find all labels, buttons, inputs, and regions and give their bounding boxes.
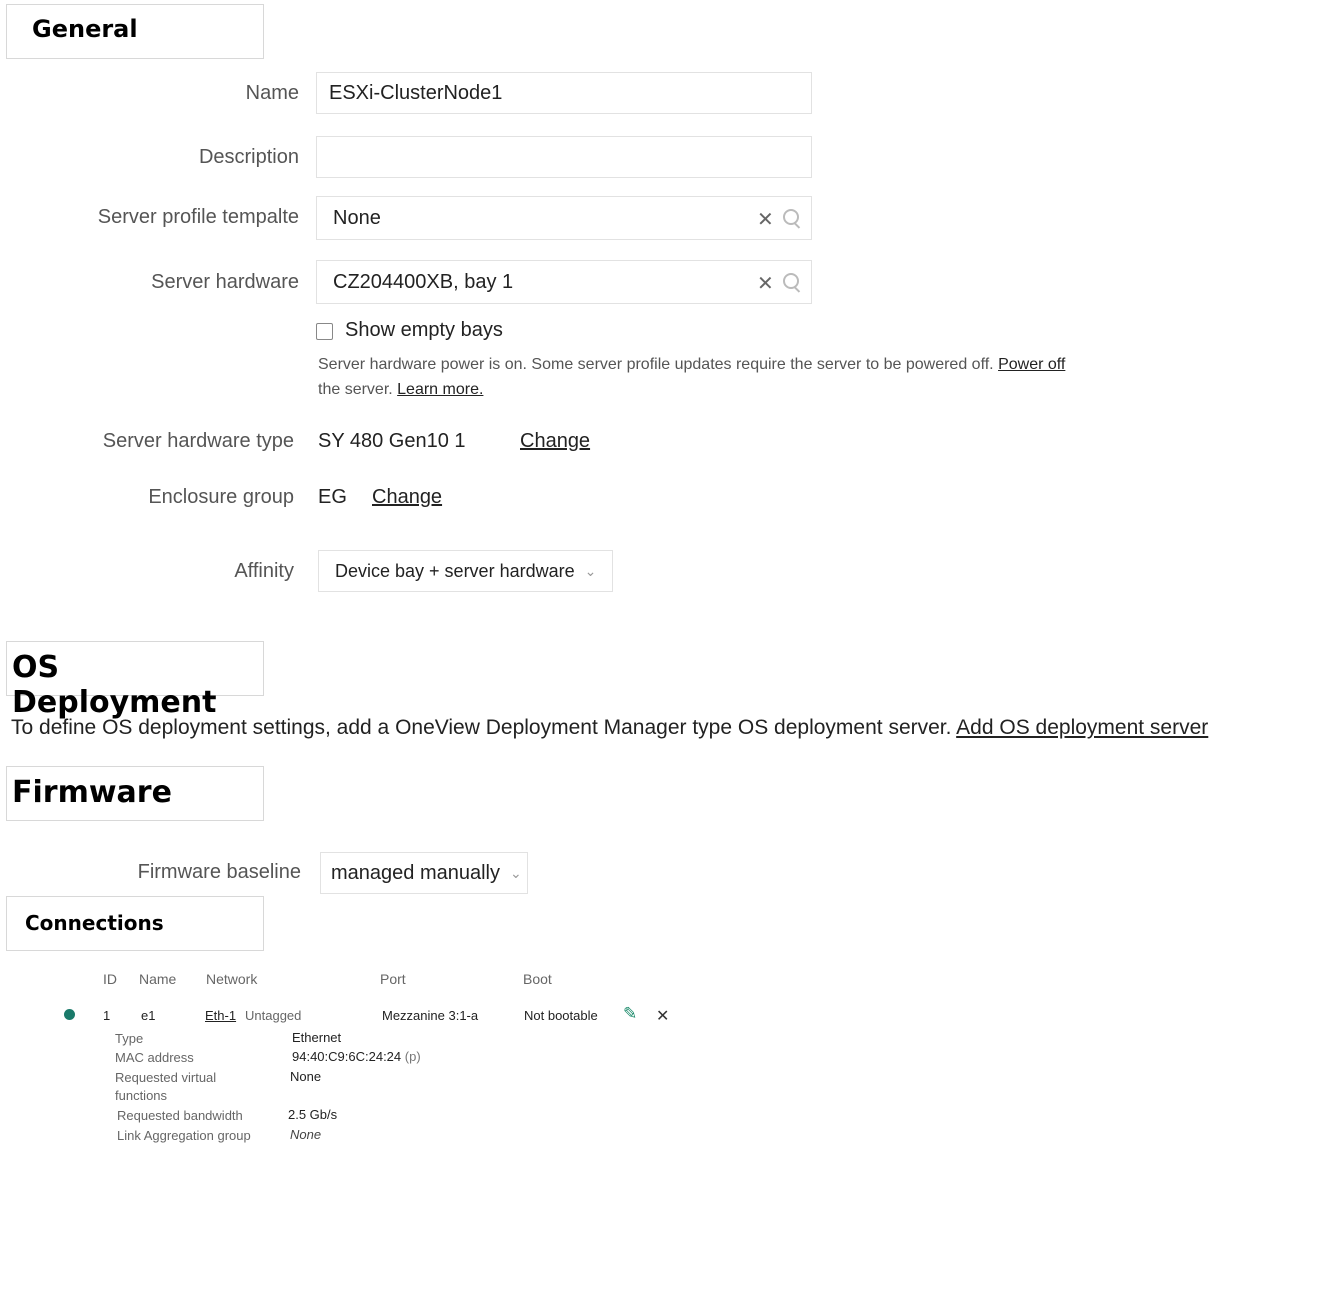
bandwidth-value: 2.5 Gb/s [288,1107,338,1122]
hw-type-value: SY 480 Gen10 1 [318,430,466,452]
power-off-link[interactable]: Power off [998,356,1066,373]
affinity-label: Affinity [234,560,294,582]
os-deployment-section-title: OS Deployment [6,641,264,696]
enclosure-change-link[interactable]: Change [372,486,443,508]
col-header-port: Port [380,971,406,987]
firmware-baseline-select[interactable] [320,852,528,894]
col-header-network: Network [206,971,258,987]
hardware-select[interactable] [316,260,812,304]
mac-address: 94:40:C9:6C:24:24 [292,1049,402,1064]
affinity-select[interactable] [318,550,613,592]
power-notice [318,356,1065,374]
enclosure-label: Enclosure group [148,486,294,508]
os-deployment-text: To define OS deployment settings, add a OneView Deployment Manager type OS deployment server. [11,716,952,739]
hw-type-label: Server hardware type [102,430,294,452]
learn-more-link[interactable]: Learn more. [397,381,484,398]
requested-vf-label-line1: Requested virtual [115,1070,217,1085]
show-empty-bays-checkbox[interactable] [316,323,333,340]
description-input[interactable] [316,136,812,178]
connection-network-link[interactable]: Eth-1 [205,1008,237,1023]
connection-name: e1 [141,1008,156,1023]
firmware-section-title: Firmware [6,766,264,821]
pencil-icon[interactable]: ✎ [623,1004,638,1023]
os-deployment-message [11,716,1208,740]
hardware-value: CZ204400XB, bay 1 [333,270,514,293]
hw-type-change-link[interactable]: Change [520,430,591,452]
connections-section-title: Connections [6,896,264,951]
type-value: Ethernet [292,1030,342,1045]
name-input[interactable] [316,72,812,114]
lag-value: None [290,1127,322,1142]
bandwidth-label: Requested bandwidth [117,1108,243,1123]
col-header-name: Name [139,971,177,987]
requested-vf-label [115,1069,216,1105]
name-label: Name [245,82,299,104]
hardware-label: Server hardware [151,271,299,293]
mac-value [292,1049,421,1064]
power-notice-text-2: the server. [318,381,393,398]
template-label: Server profile tempalte [97,206,299,228]
affinity-value: Device bay + server hardware [335,560,575,581]
power-notice-line2 [318,381,483,399]
close-icon[interactable]: ✕ [656,1008,670,1025]
hardware-clear-icon[interactable]: ✕ [757,273,774,295]
chevron-down-icon: ⌄ [584,562,597,579]
show-empty-bays-label: Show empty bays [345,319,503,341]
col-header-boot: Boot [523,971,552,987]
template-select[interactable] [316,196,812,240]
template-clear-icon[interactable]: ✕ [757,209,774,231]
connection-network-tag: Untagged [245,1008,302,1023]
enclosure-value: EG [318,486,347,508]
firmware-baseline-value: managed manually [331,861,500,884]
chevron-down-icon: ⌄ [510,864,522,881]
connection-id: 1 [103,1008,111,1023]
firmware-baseline-label: Firmware baseline [137,861,301,883]
type-label: Type [115,1031,144,1046]
status-dot [64,1009,75,1020]
add-os-deployment-server-link[interactable]: Add OS deployment server [956,716,1209,739]
general-section-title: General [6,4,264,59]
requested-vf-value: None [290,1069,322,1084]
col-header-id: ID [103,971,117,987]
connection-boot: Not bootable [524,1008,598,1023]
description-label: Description [198,146,299,168]
lag-label: Link Aggregation group [117,1128,251,1143]
template-search-icon[interactable] [783,209,799,225]
power-notice-text-1: Server hardware power is on. Some server profile updates require the server to be powered off. [318,356,994,373]
hardware-search-icon[interactable] [783,273,799,289]
mac-suffix: (p) [404,1049,421,1064]
connection-port: Mezzanine 3:1-a [382,1008,479,1023]
mac-label: MAC address [115,1050,194,1065]
requested-vf-label-line2: functions [115,1088,168,1103]
name-input-value: ESXi-ClusterNode1 [329,81,503,104]
template-value: None [333,206,381,229]
